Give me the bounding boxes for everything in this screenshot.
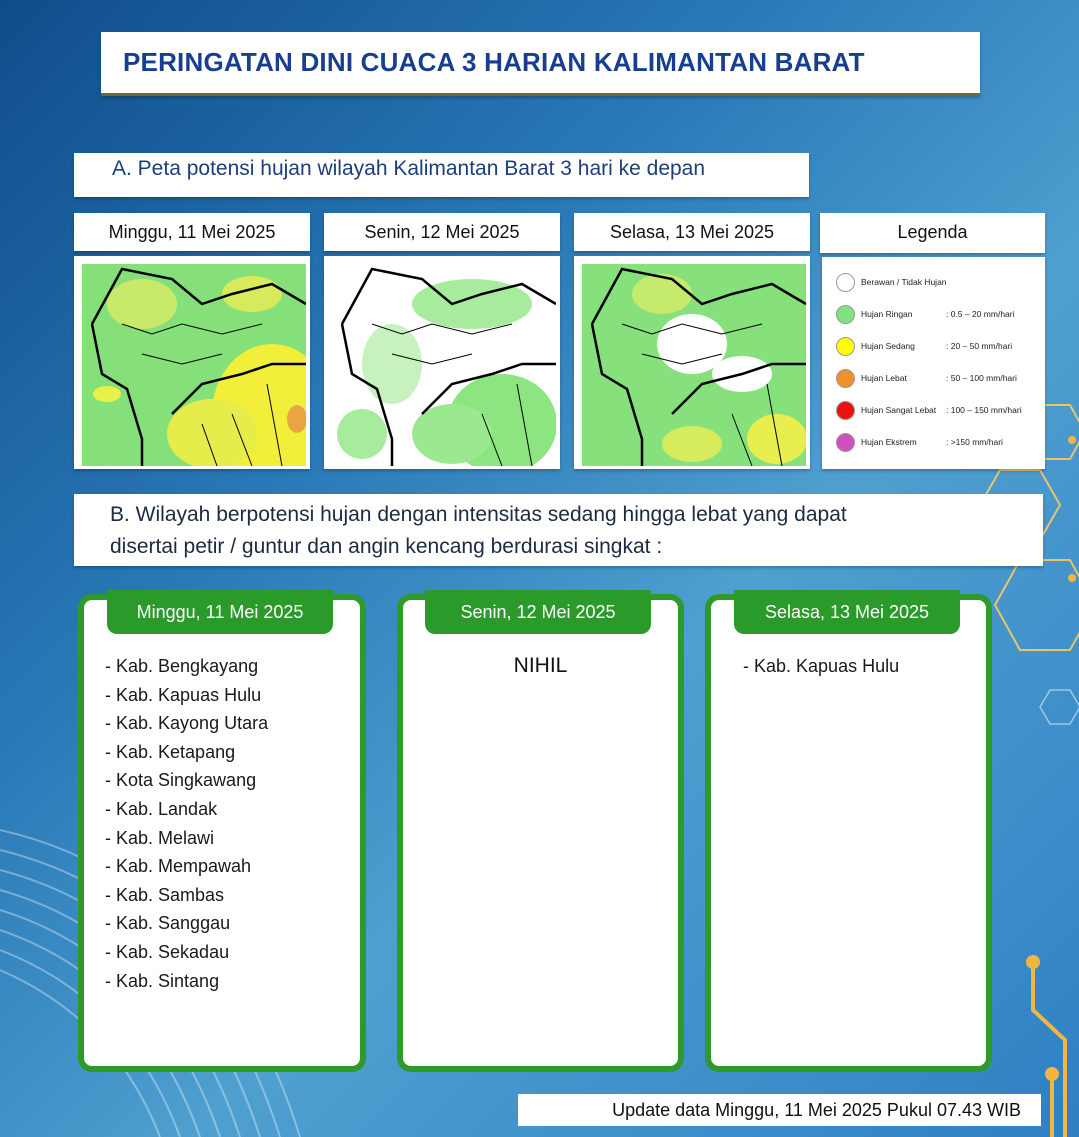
legend-panel: [822, 257, 1045, 469]
legend-swatch: [836, 273, 855, 292]
list-item: - Kab. Landak: [105, 798, 218, 819]
day-tab: Minggu, 11 Mei 2025: [107, 590, 333, 634]
update-timestamp: Update data Minggu, 11 Mei 2025 Pukul 07.43 WIB: [518, 1094, 1041, 1126]
map-date-label: Selasa, 13 Mei 2025: [574, 213, 810, 251]
legend-item: [836, 368, 1017, 388]
region-list: [743, 652, 899, 681]
section-a-heading: A. Peta potensi hujan wilayah Kalimantan Barat 3 hari ke depan: [74, 153, 809, 197]
legend-item-range: : 50 – 100 mm/hari: [946, 373, 1017, 383]
day-card-monday: [397, 594, 684, 1072]
rain-map-day1: [74, 256, 310, 469]
rain-map-day3: [574, 256, 810, 469]
legend-item-range: : 20 – 50 mm/hari: [946, 341, 1013, 351]
list-item: - Kab. Kapuas Hulu: [105, 684, 262, 705]
section-b-heading: [74, 494, 1043, 566]
list-item: - Kab. Mempawah: [105, 856, 252, 877]
rain-map-image: [332, 264, 556, 466]
legend-title: Legenda: [820, 213, 1045, 253]
legend-item: [836, 272, 947, 292]
list-item: - Kab. Sanggau: [105, 913, 231, 934]
legend-swatch: [836, 369, 855, 388]
list-item: - Kab. Sambas: [105, 884, 225, 905]
page-title-box: [101, 32, 980, 96]
page-title: PERINGATAN DINI CUACA 3 HARIAN KALIMANTAN BARAT: [123, 47, 865, 77]
map-date-label: Minggu, 11 Mei 2025: [74, 213, 310, 251]
rain-map-day2: [324, 256, 560, 469]
legend-item: [836, 336, 1012, 356]
legend-item-range: : 100 – 150 mm/hari: [946, 405, 1022, 415]
list-item: - Kab. Sekadau: [105, 941, 230, 962]
rain-map-image: [582, 264, 806, 466]
legend-item-range: : 0.5 – 20 mm/hari: [946, 309, 1015, 319]
rain-map-image: [82, 264, 306, 466]
legend-item-name: Berawan / Tidak Hujan: [861, 277, 947, 287]
day-tab: Selasa, 13 Mei 2025: [734, 590, 960, 634]
list-item: - Kab. Ketapang: [105, 741, 236, 762]
map-date-label: Senin, 12 Mei 2025: [324, 213, 560, 251]
legend-swatch: [836, 337, 855, 356]
list-item: - Kab. Bengkayang: [105, 656, 259, 676]
legend-item-name: Hujan Sangat Lebat: [861, 405, 937, 415]
legend-swatch: [836, 401, 855, 420]
day-card-tuesday: [705, 594, 992, 1072]
list-item: - Kab. Melawi: [105, 827, 215, 848]
section-b-line: B. Wilayah berpotensi hujan dengan intensitas sedang hingga lebat yang dapat: [110, 503, 847, 526]
legend-item-name: Hujan Sedang: [861, 341, 915, 351]
legend-item-range: : >150 mm/hari: [946, 437, 1003, 447]
list-item: - Kab. Sintang: [105, 970, 220, 991]
list-item: - Kab. Kapuas Hulu: [743, 656, 900, 676]
section-b-line: disertai petir / guntur dan angin kencang berdurasi singkat :: [110, 535, 663, 558]
legend-item: [836, 400, 1022, 420]
list-item: - Kota Singkawang: [105, 770, 257, 791]
day-card-sunday: [78, 594, 366, 1072]
legend-swatch: [836, 433, 855, 452]
legend-item-name: Hujan Ringan: [861, 309, 913, 319]
legend-swatch: [836, 305, 855, 324]
legend-item: [836, 304, 1015, 324]
legend-item: [836, 432, 1003, 452]
empty-text: NIHIL: [513, 654, 568, 677]
legend-item-name: Hujan Ekstrem: [861, 437, 917, 447]
legend-item-name: Hujan Lebat: [861, 373, 907, 383]
region-list: [105, 652, 268, 995]
list-item: - Kab. Kayong Utara: [105, 713, 269, 734]
day-tab: Senin, 12 Mei 2025: [425, 590, 651, 634]
